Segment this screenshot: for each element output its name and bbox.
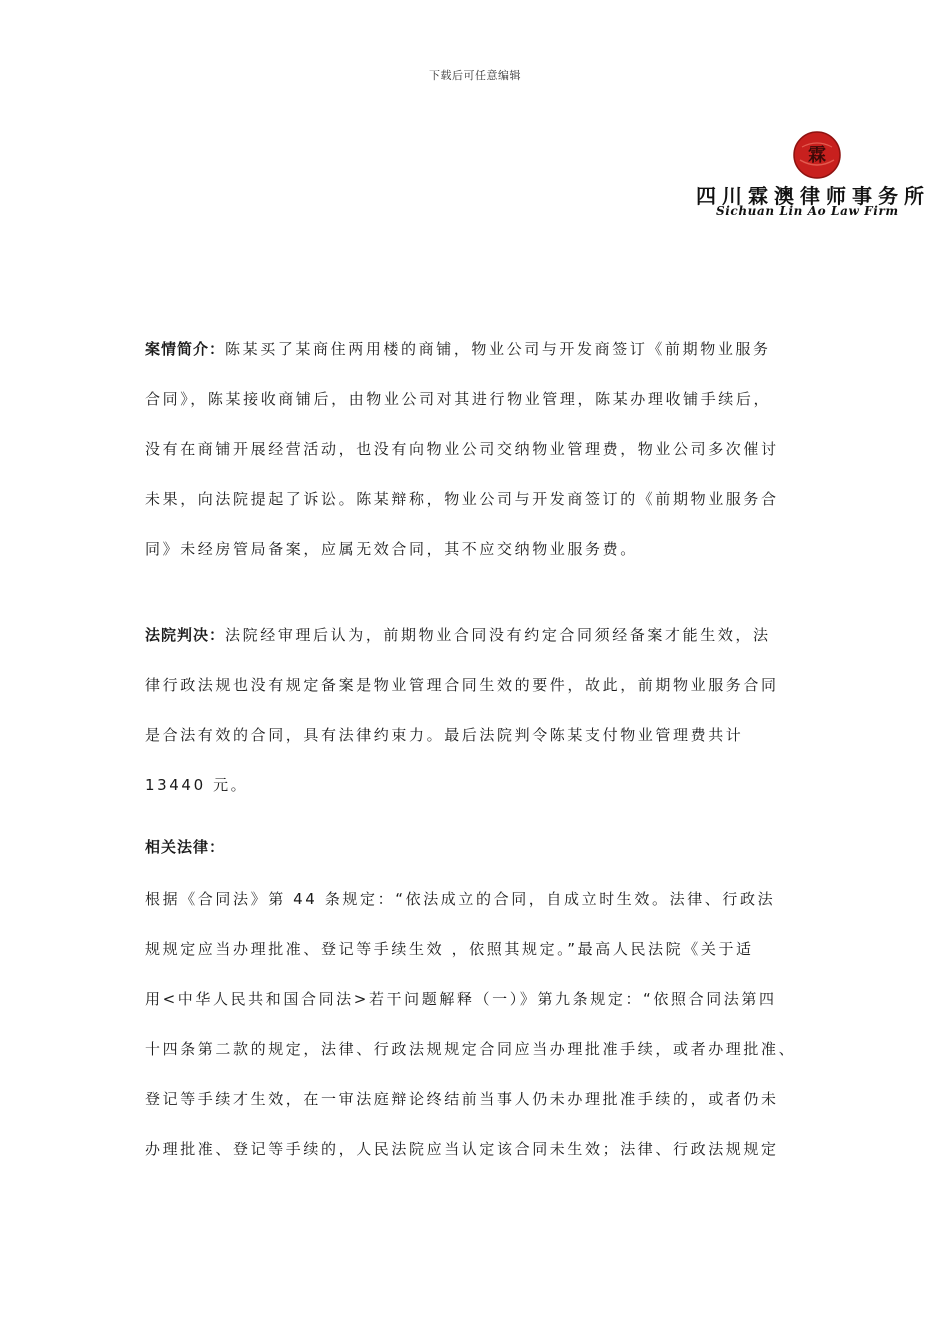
law-firm-logo — [694, 128, 934, 220]
related-law-line: 规规定应当办理批准、登记等手续生效 ，依照其规定。”最高人民法院《关于适 — [145, 940, 754, 958]
case-summary-line: 未果，向法院提起了诉讼。陈某辩称，物业公司与开发商签订的《前期物业服务合 — [145, 490, 779, 508]
seal-char: 霖 — [808, 145, 826, 166]
document-body — [145, 324, 825, 1174]
judgment-section — [145, 610, 825, 810]
related-law-line: 登记等手续才生效，在一审法庭辩论终结前当事人仍未办理批准手续的，或者仍未 — [145, 1090, 779, 1108]
related-law-section — [145, 836, 825, 1174]
case-summary-line: 同》未经房管局备案，应属无效合同，其不应交纳物业服务费。 — [145, 540, 638, 558]
header-note: 下载后可任意编辑 — [429, 69, 521, 82]
related-law-label: 相关法律： — [145, 838, 226, 856]
case-summary-line: 没有在商铺开展经营活动，也没有向物业公司交纳物业管理费，物业公司多次催讨 — [145, 440, 779, 458]
case-summary-line: 合同》，陈某接收商铺后，由物业公司对其进行物业管理，陈某办理收铺手续后， — [145, 390, 772, 408]
judgment-label: 法院判决： — [145, 626, 226, 644]
seal-icon — [792, 130, 842, 180]
logo-name-cn: 四川霖澳律师事务所 — [696, 184, 930, 208]
judgment-line: 律行政法规也没有规定备案是物业管理合同生效的要件，故此，前期物业服务合同 — [145, 676, 779, 694]
judgment-line: 13440 元。 — [145, 776, 249, 794]
judgment-line: 是合法有效的合同，具有法律约束力。最后法院判令陈某支付物业管理费共计 — [145, 726, 744, 744]
related-law-line: 十四条第二款的规定，法律、行政法规规定合同应当办理批准手续，或者办理批准、 — [145, 1040, 797, 1058]
related-law-line: 办理批准、登记等手续的，人民法院应当认定该合同未生效；法律、行政法规规定 — [145, 1140, 779, 1158]
case-summary-label: 案情简介： — [145, 340, 226, 358]
logo-name-en: Sichuan Lin Ao Law Firm — [716, 204, 899, 218]
related-law-line: 根据《合同法》第 44 条规定：“依法成立的合同，自成立时生效。法律、行政法 — [145, 890, 776, 908]
case-summary-section — [145, 324, 825, 574]
case-summary-line: 案情简介：陈某买了某商住两用楼的商铺，物业公司与开发商签订《前期物业服务 — [145, 340, 771, 358]
judgment-line: 法院判决：法院经审理后认为，前期物业合同没有约定合同须经备案才能生效，法 — [145, 626, 771, 644]
related-law-line: 用<中华人民共和国合同法>若干问题解释（一）》第九条规定：“依照合同法第四 — [145, 990, 777, 1008]
